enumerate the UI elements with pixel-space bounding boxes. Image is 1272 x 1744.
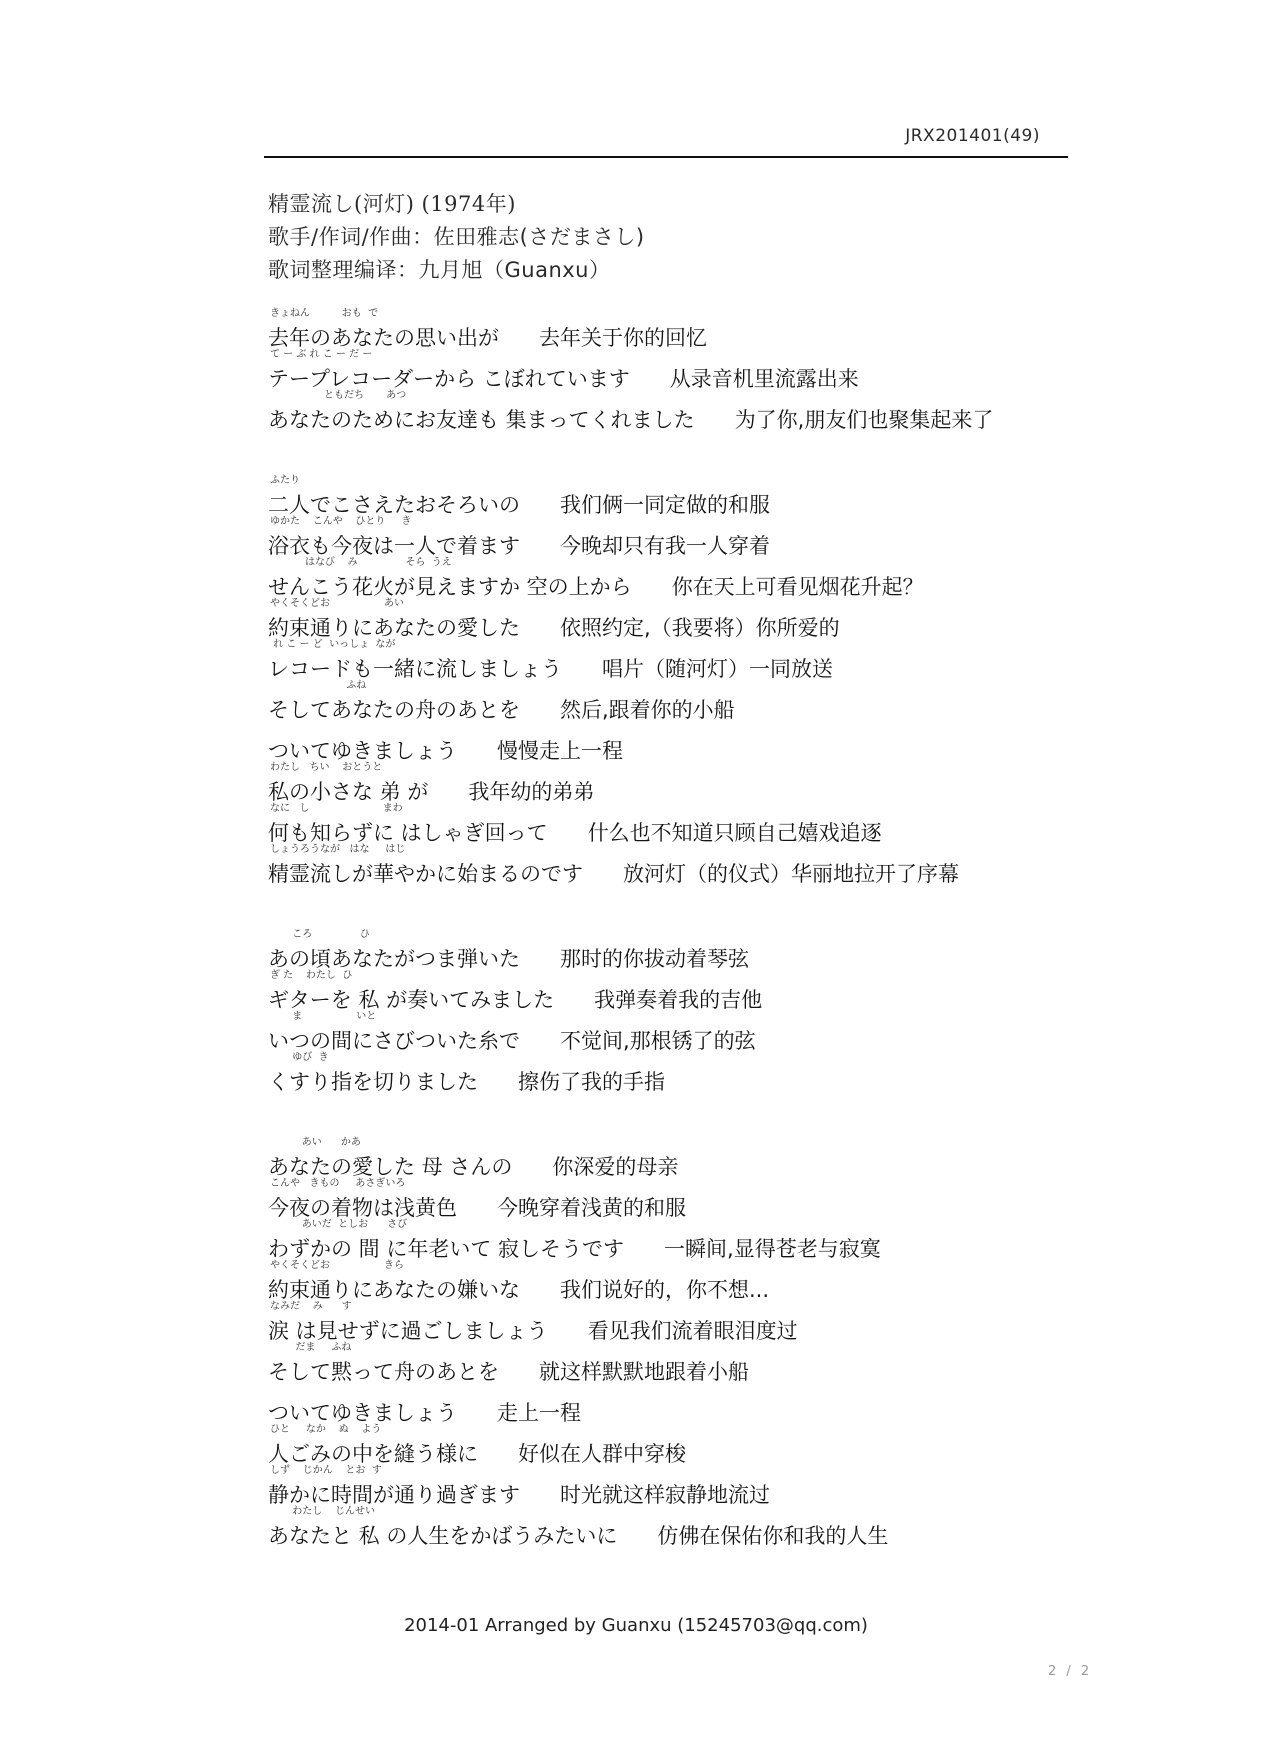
translator-credit: 歌词整理编译：九月旭（Guanxu） — [268, 258, 611, 282]
lyric-line — [268, 390, 1068, 441]
document-id: JRX201401(49) — [905, 126, 1040, 146]
furigana-reading: やくそくどお きら — [270, 1260, 405, 1271]
chinese-translation: 慢慢走上一程 — [497, 739, 623, 763]
furigana-reading: あい かあ — [270, 1137, 361, 1148]
japanese-lyric: わずかの 間 に年老いて 寂しそうです — [268, 1237, 625, 1261]
japanese-lyric: テープレコーダーから こぼれています — [268, 367, 630, 391]
chinese-translation: 放河灯（的仪式）华丽地拉开了序幕 — [623, 862, 959, 886]
japanese-lyric: ギターを 私 が奏いてみました — [268, 988, 555, 1012]
chinese-translation: 那时的你拔动着琴弦 — [560, 947, 749, 971]
chinese-translation: 从录音机里流露出来 — [669, 367, 859, 391]
japanese-lyric: あの頃あなたがつま弾いた — [268, 947, 520, 971]
chinese-translation: 我们俩一同定做的和服 — [560, 493, 770, 517]
japanese-lyric: せんこう花火が見えますか 空の上から — [268, 575, 632, 599]
japanese-lyric: 涙 は見せずに過ごしましょう — [268, 1319, 548, 1343]
lyric-line — [268, 929, 1068, 980]
song-credits: 歌手/作词/作曲：佐田雅志(さだまさし) — [268, 225, 645, 249]
furigana-reading: わたし じんせい — [270, 1506, 375, 1517]
lyric-line — [268, 308, 1068, 359]
furigana-reading: あいだ としお さび — [270, 1219, 408, 1230]
japanese-lyric: そしてあなたの舟のあとを — [268, 698, 520, 722]
japanese-lyric: 約束通りにあなたの嫌いな — [268, 1278, 520, 1302]
chinese-translation: 然后,跟着你的小船 — [560, 698, 735, 722]
header-rule — [264, 156, 1068, 158]
lyric-line — [268, 680, 1068, 731]
furigana-reading: なみだ み す — [270, 1301, 352, 1312]
furigana-reading: ま いと — [270, 1011, 377, 1022]
furigana-reading: はなび み そら うえ — [270, 557, 452, 568]
japanese-lyric: 静かに時間が通り過ぎます — [268, 1483, 520, 1507]
japanese-lyric: そして黙って舟のあとを — [268, 1360, 499, 1384]
lyrics-body — [268, 308, 1068, 1601]
furigana-reading: ともだち あつ — [270, 390, 407, 401]
furigana-reading: ふたり — [270, 475, 300, 486]
lyric-line — [268, 1393, 1068, 1434]
chinese-translation: 依照约定,（我要将）你所爱的 — [560, 616, 840, 640]
chinese-translation: 仿佛在保佑你和我的人生 — [657, 1524, 889, 1548]
japanese-lyric: 浴衣も今夜は一人で着ます — [268, 534, 520, 558]
song-title: 精霊流し(河灯) (1974年) — [268, 192, 516, 216]
chinese-translation: 你在天上可看见烟花升起？ — [671, 575, 924, 599]
japanese-lyric: 精霊流しが華やかに始まるのです — [268, 862, 583, 886]
japanese-lyric: いつの間にさびついた糸で — [268, 1029, 520, 1053]
lyric-stanza — [268, 475, 1068, 895]
chinese-translation: 今晚穿着浅黄的和服 — [497, 1196, 686, 1220]
chinese-translation: 不觉间,那根锈了的弦 — [560, 1029, 756, 1053]
furigana-reading: きょねん おも で — [270, 308, 379, 319]
chinese-translation: 时光就这样寂静地流过 — [560, 1483, 770, 1507]
furigana-reading: しず じかん とお す — [270, 1465, 382, 1476]
chinese-translation: 走上一程 — [497, 1401, 581, 1425]
furigana-reading: て ー ぶ れ こ ー だ ー — [270, 349, 373, 360]
furigana-reading: ゆかた こんや ひとり き — [270, 516, 412, 527]
chinese-translation: 就这样默默地跟着小船 — [539, 1360, 749, 1384]
chinese-translation: 我弹奏着我的吉他 — [594, 988, 763, 1012]
japanese-lyric: あなたと 私 の人生をかばうみたいに — [268, 1524, 618, 1548]
japanese-lyric: 何も知らずに はしゃぎ回って — [268, 821, 548, 845]
japanese-lyric: ついてゆきましょう — [268, 1401, 457, 1425]
furigana-reading: だま ふね — [270, 1342, 352, 1353]
lyric-line — [268, 1052, 1068, 1103]
lyric-stanza — [268, 929, 1068, 1103]
lyric-line — [268, 1011, 1068, 1062]
japanese-lyric: 人ごみの中を縫う様に — [268, 1442, 478, 1466]
lyric-line — [268, 639, 1068, 690]
chinese-translation: 去年关于你的回忆 — [539, 326, 707, 350]
japanese-lyric: 去年のあなたの思い出が — [268, 326, 499, 350]
japanese-lyric: 私の小さな 弟 が — [268, 780, 429, 804]
lyric-line — [268, 844, 1068, 895]
japanese-lyric: ついてゆきましょう — [268, 739, 457, 763]
japanese-lyric: くすり指を切りました — [268, 1070, 478, 1094]
lyric-line — [268, 1301, 1068, 1352]
lyric-stanza — [268, 308, 1068, 441]
japanese-lyric: 二人でこさえたおそろいの — [268, 493, 520, 517]
lyric-line — [268, 1424, 1068, 1475]
lyric-line — [268, 970, 1068, 1021]
song-header — [268, 188, 645, 287]
furigana-reading: わたし ちい おとうと — [270, 762, 383, 773]
chinese-translation: 今晚却只有我一人穿着 — [560, 534, 770, 558]
japanese-lyric: 今夜の着物は浅黄色 — [268, 1196, 457, 1220]
lyric-stanza — [268, 1137, 1068, 1557]
japanese-lyric: 約束通りにあなたの愛した — [268, 616, 520, 640]
furigana-reading: しょうろうなが はな はじ — [270, 844, 406, 855]
furigana-reading: ゆび き — [270, 1052, 329, 1063]
chinese-translation: 唱片（随河灯）一同放送 — [602, 657, 833, 681]
chinese-translation: 好似在人群中穿梭 — [518, 1442, 686, 1466]
furigana-reading: ひと なか ぬ よう — [270, 1424, 382, 1435]
lyric-line — [268, 1465, 1068, 1516]
page-number: 2 / 2 — [1048, 1664, 1093, 1679]
furigana-reading: れ こ ー ど いっしょ なが — [270, 639, 396, 650]
furigana-reading: ぎ た わたし ひ — [270, 970, 353, 981]
lyric-line — [268, 1260, 1068, 1311]
chinese-translation: 什么也不知道只顾自己嬉戏追逐 — [587, 821, 882, 845]
furigana-reading: なに し まわ — [270, 803, 403, 814]
japanese-lyric: あなたのためにお友達も 集まってくれました — [268, 408, 695, 432]
lyric-line — [268, 1506, 1068, 1557]
chinese-translation: 我们说好的，你不想... — [560, 1278, 770, 1302]
furigana-reading: ふね — [270, 680, 367, 691]
chinese-translation: 我年幼的弟弟 — [468, 780, 595, 804]
lyric-line — [268, 731, 1068, 772]
chinese-translation: 你深爱的母亲 — [552, 1155, 679, 1179]
chinese-translation: 擦伤了我的手指 — [518, 1070, 665, 1094]
chinese-translation: 为了你,朋友们也聚集起来了 — [734, 408, 994, 432]
furigana-reading: こんや きもの あさぎいろ — [270, 1178, 406, 1189]
footer-credit: 2014-01 Arranged by Guanxu (15245703@qq.com) — [404, 1615, 868, 1636]
furigana-reading: やくそくどお あい — [270, 598, 405, 609]
lyric-line — [268, 1342, 1068, 1393]
chinese-translation: 看见我们流着眼泪度过 — [587, 1319, 798, 1343]
japanese-lyric: あなたの愛した 母 さんの — [268, 1155, 513, 1179]
japanese-lyric: レコードも一緒に流しましょう — [268, 657, 562, 681]
furigana-reading: ころ ひ — [270, 929, 370, 940]
chinese-translation: 一瞬间,显得苍老与寂寞 — [664, 1237, 881, 1261]
